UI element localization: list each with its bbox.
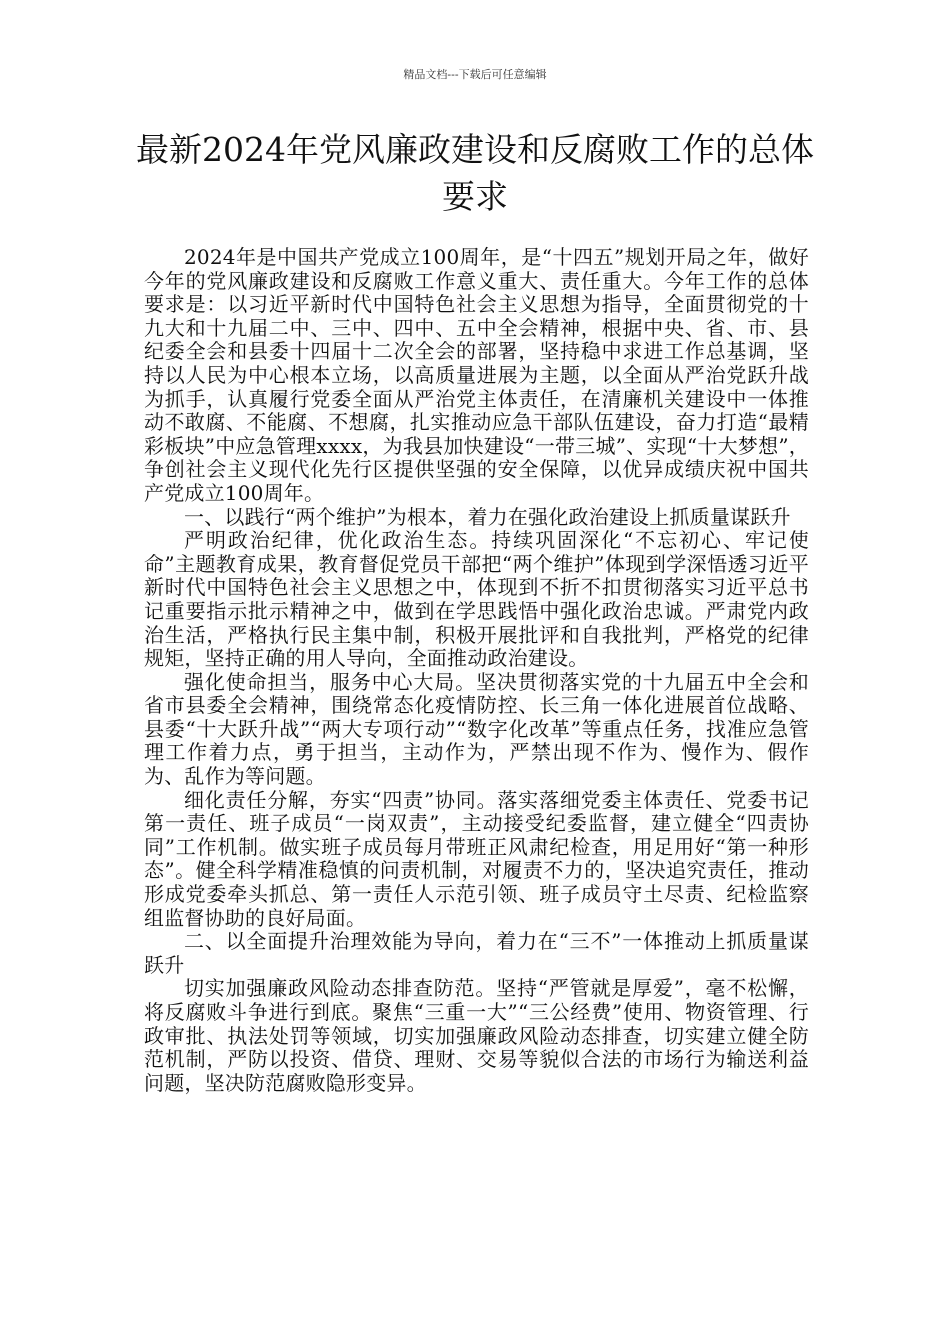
paragraph: 切实加强廉政风险动态排查防范。坚持“严管就是厚爱”，毫不松懈，将反腐败斗争进行到底。聚焦“三重一大”“三公经费”使用、物资管理、行政审批、执法处罚等领域，切实加强廉政风险动态排查，切实建立健全防范机制，严防以投资、借贷、理财、交易等貌似合法的市场行为输送利益问题，坚决防范腐败隐形变异。: [144, 976, 809, 1095]
paragraph: 强化使命担当，服务中心大局。坚决贯彻落实党的十九届五中全会和省市县委全会精神，围绕常态化疫情防控、长三角一体化进展首位战略、县委“十大跃升战”“两大专项行动”“数字化改革”等重点任务，找准应急管理工作着力点，勇于担当，主动作为，严禁出现不作为、慢作为、假作为、乱作为等问题。: [144, 669, 809, 789]
document-body: [144, 246, 809, 1095]
section-heading-2: 二、以全面提升治理效能为导向，着力在“三不”一体推动上抓质量谋跃升: [144, 929, 809, 977]
paragraph-intro: 2024年是中国共产党成立100周年，是“十四五”规划开局之年，做好今年的党风廉政建设和反腐败工作意义重大、责任重大。今年工作的总体要求是：以习近平新时代中国特色社会主义思想为指导，全面贯彻党的十九大和十九届二中、三中、四中、五中全会精神，根据中央、省、市、县纪委全会和县委十四届十二次全会的部署，坚持稳中求进工作总基调，坚持以人民为中心根本立场，以高质量进展为主题，以全面从严治党跃升战为抓手，认真履行党委全面从严治党主体责任，在清廉机关建设中一体推动不敢腐、不能腐、不想腐，扎实推动应急干部队伍建设，奋力打造“最精彩板块”中应急管理xxxx，为我县加快建设“一带三城”、实现“十大梦想”，争创社会主义现代化先行区提供坚强的安全保障，以优异成绩庆祝中国共产党成立100周年。: [144, 245, 809, 505]
paragraph: 严明政治纪律，优化政治生态。持续巩固深化“不忘初心、牢记使命”主题教育成果，教育督促党员干部把“两个维护”体现到学深悟透习近平新时代中国特色社会主义思想之中，体现到不折不扣贯彻落实习近平总书记重要指示批示精神之中，做到在学思践悟中强化政治忠诚。严肃党内政治生活，严格执行民主集中制，积极开展批评和自我批判，严格党的纪律规矩，坚持正确的用人导向，全面推动政治建设。: [144, 528, 809, 671]
header-note: 精品文档---下载后可任意编辑: [403, 68, 547, 81]
document-title: 最新2024年党风廉政建设和反腐败工作的总体要求: [136, 130, 814, 216]
paragraph: 细化责任分解，夯实“四责”协同。落实落细党委主体责任、党委书记第一责任、班子成员“一岗双责”，主动接受纪委监督，建立健全“四责协同”工作机制。做实班子成员每月带班正风肃纪检查，用足用好“第一种形态”。健全科学精准稳慎的问责机制，对履责不力的，坚决追究责任，推动形成党委牵头抓总、第一责任人示范引领、班子成员守土尽责、纪检监察组监督协助的良好局面。: [144, 787, 809, 930]
section-heading-1: 一、以践行“两个维护”为根本，着力在强化政治建设上抓质量谋跃升: [184, 504, 791, 529]
